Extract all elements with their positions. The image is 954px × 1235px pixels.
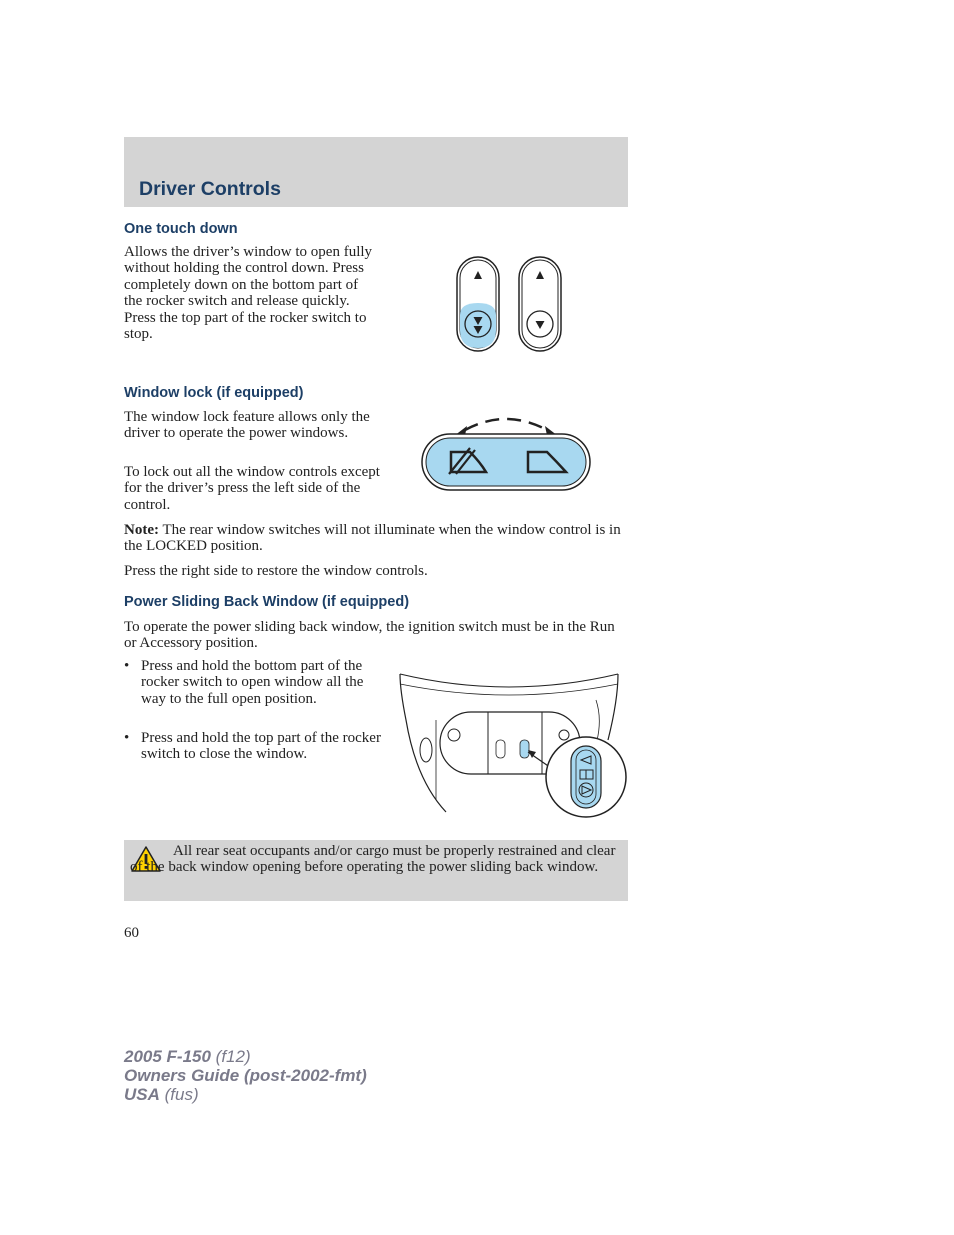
section-heading-window-lock: Window lock (if equipped) <box>124 385 304 401</box>
window-lock-switch-illustration <box>420 410 592 496</box>
footer <box>124 1047 367 1104</box>
note-paragraph <box>124 522 628 555</box>
note-label: Note: <box>124 522 159 538</box>
footer-model-code: (f12) <box>210 1047 251 1066</box>
sliding-window-intro: To operate the power sliding back window, the ignition switch must be in the Run or Accessory position. <box>124 619 615 652</box>
footer-model: 2005 F-150 <box>124 1047 211 1066</box>
window-lock-paragraph-2: To lock out all the window controls except for the driver’s press the left side of the control. <box>124 464 380 513</box>
list-item-text: Press and hold the bottom part of the rocker switch to open window all the way to the full open position. <box>141 658 364 707</box>
bullet-dot: • <box>124 730 130 746</box>
one-touch-paragraph: Allows the driver’s window to open fully without holding the control down. Press completely down on the bottom part of the rocker switch and release quickly. Press the top part of the rocker switch to stop. <box>124 244 373 343</box>
list-item-text: Press and hold the top part of the rocker switch to close the window. <box>141 730 381 763</box>
restore-paragraph: Press the right side to restore the window controls. <box>124 563 428 579</box>
section-heading-sliding-window: Power Sliding Back Window (if equipped) <box>124 594 410 610</box>
page-title: Driver Controls <box>139 178 281 200</box>
bullet-dot: • <box>124 658 130 674</box>
footer-market-code: (fus) <box>159 1085 199 1104</box>
note-text: The rear window switches will not illuminate when the window control is in the LOCKED position. <box>124 522 621 555</box>
page-number: 60 <box>124 925 139 941</box>
overhead-console-illustration <box>396 670 632 820</box>
footer-market: USA <box>124 1085 160 1104</box>
window-lock-paragraph-1: The window lock feature allows only the driver to operate the power windows. <box>124 409 370 442</box>
window-switch-illustration <box>455 255 565 355</box>
section-heading-one-touch-down: One touch down <box>124 221 238 237</box>
footer-guide: Owners Guide (post-2002-fmt) <box>124 1066 367 1085</box>
warning-text: All rear seat occupants and/or cargo must be properly restrained and clear of the back window opening before operating the power sliding back window. <box>130 843 616 876</box>
